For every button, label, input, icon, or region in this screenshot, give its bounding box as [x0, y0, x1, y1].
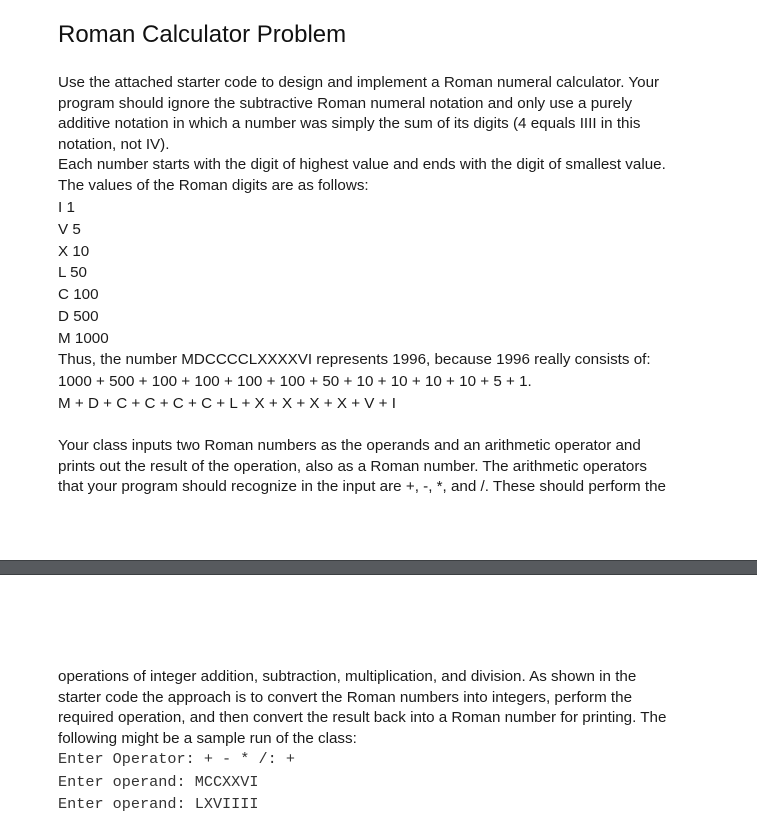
text-line: required operation, and then convert the result back into a Roman number for printing. The [58, 709, 667, 726]
text-line: operations of integer addition, subtraction, multiplication, and division. As shown in the [58, 668, 637, 685]
code-line: Enter operand: MCCXXVI [58, 772, 259, 791]
intro-paragraph [58, 73, 738, 196]
text-line: following might be a sample run of the class: [58, 729, 357, 747]
text-line: The values of the Roman digits are as follows: [58, 176, 369, 194]
sample-run-code-block [58, 748, 738, 816]
text-line: starter code the approach is to convert the Roman numbers into integers, perform the [58, 688, 633, 706]
digit-value-item: V 5 [58, 220, 81, 238]
class-description-paragraph [58, 436, 738, 498]
text-line: Use the attached starter code to design and implement a Roman numeral calculator. Your [58, 74, 660, 91]
text-line: Each number starts with the digit of highest value and ends with the digit of smallest value. [58, 156, 666, 173]
continuation-paragraph [58, 667, 738, 749]
digit-value-item: L 50 [58, 264, 87, 282]
text-line: program should ignore the subtractive Roman numeral notation and only use a purely [58, 94, 633, 112]
text-line: notation, not IV). [58, 135, 170, 153]
page-title: Roman Calculator Problem [58, 21, 347, 48]
digit-value-item: I 1 [58, 199, 75, 216]
text-line: Your class inputs two Roman numbers as the operands and an arithmetic operator and [58, 437, 641, 454]
digit-value-item: X 10 [58, 242, 90, 260]
page-separator [0, 560, 757, 575]
text-line: 1000 + 500 + 100 + 100 + 100 + 100 + 50 + 10 + 10 + 10 + 10 + 5 + 1. [58, 372, 532, 390]
text-line: prints out the result of the operation, also as a Roman number. The arithmetic operators [58, 457, 647, 475]
roman-digit-values-list [58, 197, 738, 350]
code-line: Enter Operator: + - * /: + [58, 750, 295, 768]
digit-value-item: C 100 [58, 286, 99, 304]
document-page-2 [0, 575, 757, 815]
digit-value-item: D 500 [58, 307, 99, 325]
text-line: that your program should recognize in the input are +, -, *, and /. These should perform the [58, 478, 666, 495]
digit-value-item: M 1000 [58, 329, 109, 347]
text-line: Thus, the number MDCCCCLXXXXVI represents 1996, because 1996 really consists of: [58, 351, 651, 368]
text-line: additive notation in which a number was simply the sum of its digits (4 equals IIII in this [58, 115, 641, 132]
code-line: Enter operand: LXVIIII [58, 795, 259, 814]
example-paragraph [58, 349, 738, 414]
text-line: M + D + C + C + C + C + L + X + X + X + X + V + I [58, 394, 396, 412]
